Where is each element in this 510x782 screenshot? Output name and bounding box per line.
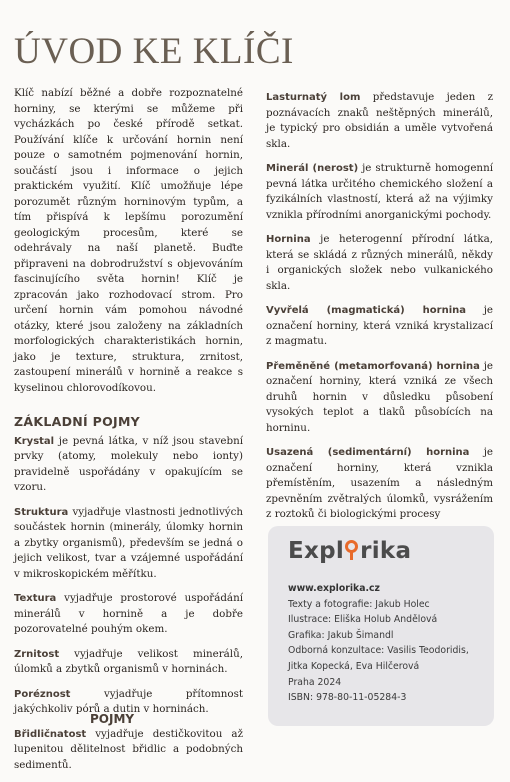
term-name: Poréznost: [14, 688, 71, 700]
info-line: Odborná konzultace: Vasilis Teodoridis,: [288, 645, 469, 657]
term-text: je označení horniny, která vznikla přemístěním, usazením a následným zpevněním zvětralých úlomků, vysrážením z roztoků či biologickými procesy: [266, 446, 493, 520]
term-name: Vyvřelá (magmatická) hornina: [266, 305, 466, 316]
info-lines: [288, 581, 469, 706]
term-text: vyjadřuje prostorové uspořádání minerálů v hornině a je dobře pozorovatelné pouhým okem.: [14, 592, 243, 635]
term-name: Zrnitost: [14, 648, 60, 660]
location-pin-icon: [345, 538, 359, 560]
term-text: je heterogenní přírodní látka, která se skládá z různých minerálů, někdy i organických složek nebo vulkanického skla.: [266, 233, 493, 292]
right-column: [266, 90, 493, 532]
cut-off-heading: POJMY: [90, 712, 135, 726]
website-link[interactable]: www.explorika.cz: [288, 583, 380, 594]
term-definition: [14, 434, 243, 496]
term-name: Břidličnatost: [14, 728, 87, 740]
info-line: Praha 2024: [288, 676, 342, 688]
terms-right-list: [266, 90, 493, 523]
term-name: Přeměněné (metamorfovaná) hornina: [266, 360, 480, 372]
term-name: Lasturnatý lom: [266, 92, 361, 103]
term-definition: [266, 359, 493, 437]
intro-paragraph: Klíč nabízí běžné a dobře rozpoznatelné horniny, se kterými se můžeme při vycházkách po české přírodě setkat. Používání klíče k určování hornin není pouze o samotném pojmenování hornin, součástí jsou i informace o jejich praktickém využití. Klíč umožňuje lépe porozumět různým horninovým typům, a tím přispívá k lepšímu porozumění geologickým procesům, které se odehrávaly na naší planetě. Buďte připraveni na dobrodružství s objevováním fascinujícího světa hornin! Klíč je zpracován jako rozhodovací strom. Pro určení hornin vám pomohou návodné otázky, které jsou založeny na základních morfologických charakteristikách hornin, jako je texture, struktura, zrnitost, zastoupení minerálů v hornině a reakce s kyselinou chlorovodíkovou.: [14, 87, 243, 394]
term-text: je strukturně homogenní pevná látka určitého chemického složení a fyzikálních vlastností, která až na výjimky vznikla přírodními anorganickými pochody.: [266, 162, 493, 221]
left-column: [14, 86, 243, 782]
term-text: vyjadřuje vlastnosti jednotlivých součástek hornin (minerály, úlomky hornin a zbytky organismů), především se jedná o jejich velikost, tvar a vzájemné uspořádání v mikroskopickém měřítku.: [14, 505, 243, 580]
info-line: Jitka Kopecká, Eva Hilčerová: [288, 660, 420, 672]
info-line: Texty a fotografie: Jakub Holec: [288, 598, 430, 610]
page-title: ÚVOD KE KLÍČI: [14, 31, 294, 72]
section-title: ZÁKLADNÍ POJMY: [14, 414, 141, 429]
term-definition: [266, 161, 493, 223]
term-definition: [266, 303, 493, 350]
explorika-logo: Expl rika: [288, 538, 412, 564]
term-text: vyjadřuje přítomnost jakýchkoliv pórů a dutin v horninách.: [14, 687, 243, 715]
term-definition: [266, 232, 493, 294]
term-text: představuje jeden z poznávacích znaků neštěpných minerálů, je typický pro obsidián a uměle vytvořená skla.: [266, 91, 493, 150]
term-text: vyjadřuje destičkovitou až lupenitou dělitelnost břidlic a podobných sedimentů.: [14, 727, 243, 771]
term-definition: [266, 90, 493, 152]
info-line: Ilustrace: Eliška Holub Anděl​ová: [288, 614, 438, 626]
term-definition: [14, 505, 243, 583]
term-definition: [14, 591, 243, 638]
term-definition: [14, 727, 243, 774]
term-text: je označení horniny, která vzniká ze všech druhů hornin v důsledku působení vysokých teplot a tlaků působících na horninu.: [266, 359, 493, 434]
term-name: Usazená (sedimentární) hornina: [266, 447, 470, 458]
info-line: ISBN: 978-80-11-05284-3: [288, 692, 407, 704]
term-name: Minerál (nerost): [266, 163, 359, 174]
term-text: vyjadřuje velikost minerálů, úlomků a zbytků organismů v horninách.: [14, 647, 243, 675]
info-line: Grafika: Jakub Šimandl: [288, 629, 394, 641]
term-definition: [14, 647, 243, 678]
term-name: Textura: [14, 593, 57, 604]
term-name: Krystal: [14, 435, 55, 447]
term-definition: [266, 445, 493, 523]
term-text: je pevná látka, v níž jsou stavební prvky (atomy, molekuly nebo ionty) pravidelně uspořádány v opakujícím se vzoru.: [14, 434, 243, 493]
publisher-info-box: [268, 526, 494, 726]
term-text: je označení horniny, která vzniká krystalizací z magmatu.: [266, 304, 493, 347]
term-name: Hornina: [266, 234, 311, 245]
term-name: Struktura: [14, 506, 69, 518]
